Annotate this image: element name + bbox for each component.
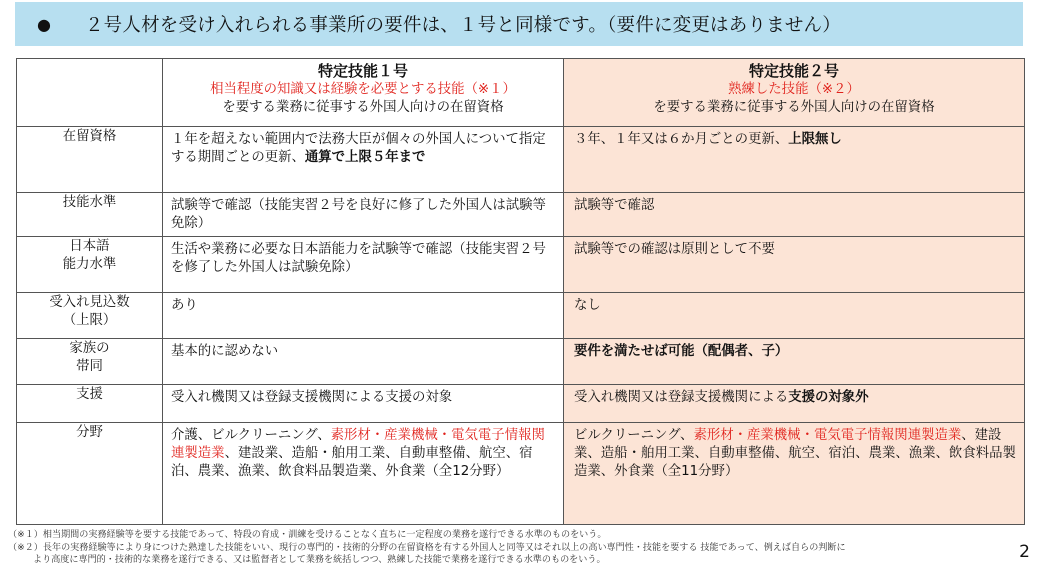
table-row-family <box>17 339 1025 385</box>
row-label-status: 在留資格 <box>17 127 163 193</box>
table-row-japanese <box>17 237 1025 293</box>
header-title-type1: 特定技能１号 <box>317 62 408 80</box>
row-label-fields: 分野 <box>17 423 163 525</box>
cell-text: 、建設業、造船・舶用工業、自動車整備、航空、宿泊、農業、漁業、飲食料品製造業、外食業（全12分野） <box>171 446 533 479</box>
cell-japanese-type1: 生活や業務に必要な日本語能力を試験等で確認（技能実習２号を修了した外国人は試験免除） <box>163 237 564 293</box>
cell-bold-text: 通算で上限５年まで <box>304 150 426 165</box>
cell-family-type1: 基本的に認めない <box>163 339 564 385</box>
cell-text: 受入れ機関又は登録支援機関による <box>574 390 789 405</box>
cell-text: １年を超えない範囲内で法務大臣が個々の外国人について指定する期間ごとの更新、 <box>171 132 546 165</box>
row-label-skill: 技能水準 <box>17 193 163 237</box>
cell-support-type2 <box>564 385 1025 423</box>
table-row-support <box>17 385 1025 423</box>
footnote-2-cont: より高度に専門的・技術的な業務を遂行できる、又は監督者として業務を統括しつつ、熟練した技能で業務を遂行できる水準のものをいう。 <box>33 555 606 565</box>
cell-bold-text: 支援の対象外 <box>788 390 869 405</box>
page-number: 2 <box>1019 542 1030 562</box>
header-desc-type2: を要する業務に従事する外国人向けの在留資格 <box>653 100 935 115</box>
row-label-support: 支援 <box>17 385 163 423</box>
row-label-line: （上限） <box>62 313 117 328</box>
cell-quota-type1: あり <box>163 293 564 339</box>
cell-fields-type2 <box>564 423 1025 525</box>
row-label-line: 家族の <box>69 341 110 356</box>
cell-text: ビルクリーニング、 <box>574 428 694 443</box>
cell-text: 、建設業、造船・舶用工業、自動車整備、航空、宿泊、農業、漁業、飲食料品製造業、外食業（全11分野） <box>574 428 1016 479</box>
table-row-quota <box>17 293 1025 339</box>
footnote-1: （※１）相当期間の実務経験等を要する技能であって、特段の育成・訓練を受けることなく直ちに一定程度の業務を遂行できる水準のものをいう。 <box>8 530 607 540</box>
header-row <box>17 59 1025 127</box>
bullet-icon: ● <box>37 14 51 34</box>
cell-bold-text: 上限無し <box>788 132 842 147</box>
cell-skill-type2: 試験等で確認 <box>564 193 1025 237</box>
row-label-family <box>17 339 163 385</box>
table-row-status <box>17 127 1025 193</box>
row-label-line: 帯同 <box>76 359 103 374</box>
cell-support-type1: 受入れ機関又は登録支援機関による支援の対象 <box>163 385 564 423</box>
requirements-table <box>16 58 1025 525</box>
cell-quota-type2: なし <box>564 293 1025 339</box>
header-cell-type2 <box>564 59 1025 127</box>
header-cell-type1 <box>163 59 564 127</box>
cell-red-text: 素形材・産業機械・電気電子情報関連製造業 <box>171 428 545 461</box>
cell-skill-type1: 試験等で確認（技能実習２号を良好に修了した外国人は試験等免除） <box>163 193 564 237</box>
cell-text: 介護、ビルクリーニング、 <box>171 428 331 443</box>
row-label-japanese <box>17 237 163 293</box>
header-desc-type1: を要する業務に従事する外国人向けの在留資格 <box>222 100 504 115</box>
header-red-type1: 相当程度の知識又は経験を必要とする技能（※１） <box>210 82 516 97</box>
banner-text: ２号人材を受け入れられる事業所の要件は、１号と同様です。（要件に変更はありません） <box>84 15 841 36</box>
row-label-line: 受入れ見込数 <box>49 295 130 310</box>
footnotes <box>8 529 998 567</box>
footnote-2: （※２）長年の実務経験等により身につけた熟達した技能をいい、現行の専門的・技術的分野の在留資格を有する外国人と同等又はそれ以上の高い専門性・技能を要する 技能であって、例えば自らの判断に <box>8 542 846 553</box>
cell-text: ３年、１年又は６か月ごとの更新、 <box>574 132 789 147</box>
cell-family-type2: 要件を満たせば可能（配偶者、子） <box>564 339 1025 385</box>
cell-red-text: 素形材・産業機械・電気電子情報関連製造業 <box>693 428 962 443</box>
header-empty-cell <box>17 59 163 127</box>
summary-banner <box>15 2 1023 46</box>
cell-status-type1 <box>163 127 564 193</box>
table-row-skill <box>17 193 1025 237</box>
cell-fields-type1 <box>163 423 564 525</box>
header-red-type2: 熟練した技能（※２） <box>728 82 860 97</box>
header-title-type2: 特定技能２号 <box>748 62 839 80</box>
row-label-quota <box>17 293 163 339</box>
table-row-fields <box>17 423 1025 525</box>
cell-japanese-type2: 試験等での確認は原則として不要 <box>564 237 1025 293</box>
row-label-line: 日本語 <box>69 239 110 254</box>
row-label-line: 能力水準 <box>62 257 117 272</box>
cell-status-type2 <box>564 127 1025 193</box>
